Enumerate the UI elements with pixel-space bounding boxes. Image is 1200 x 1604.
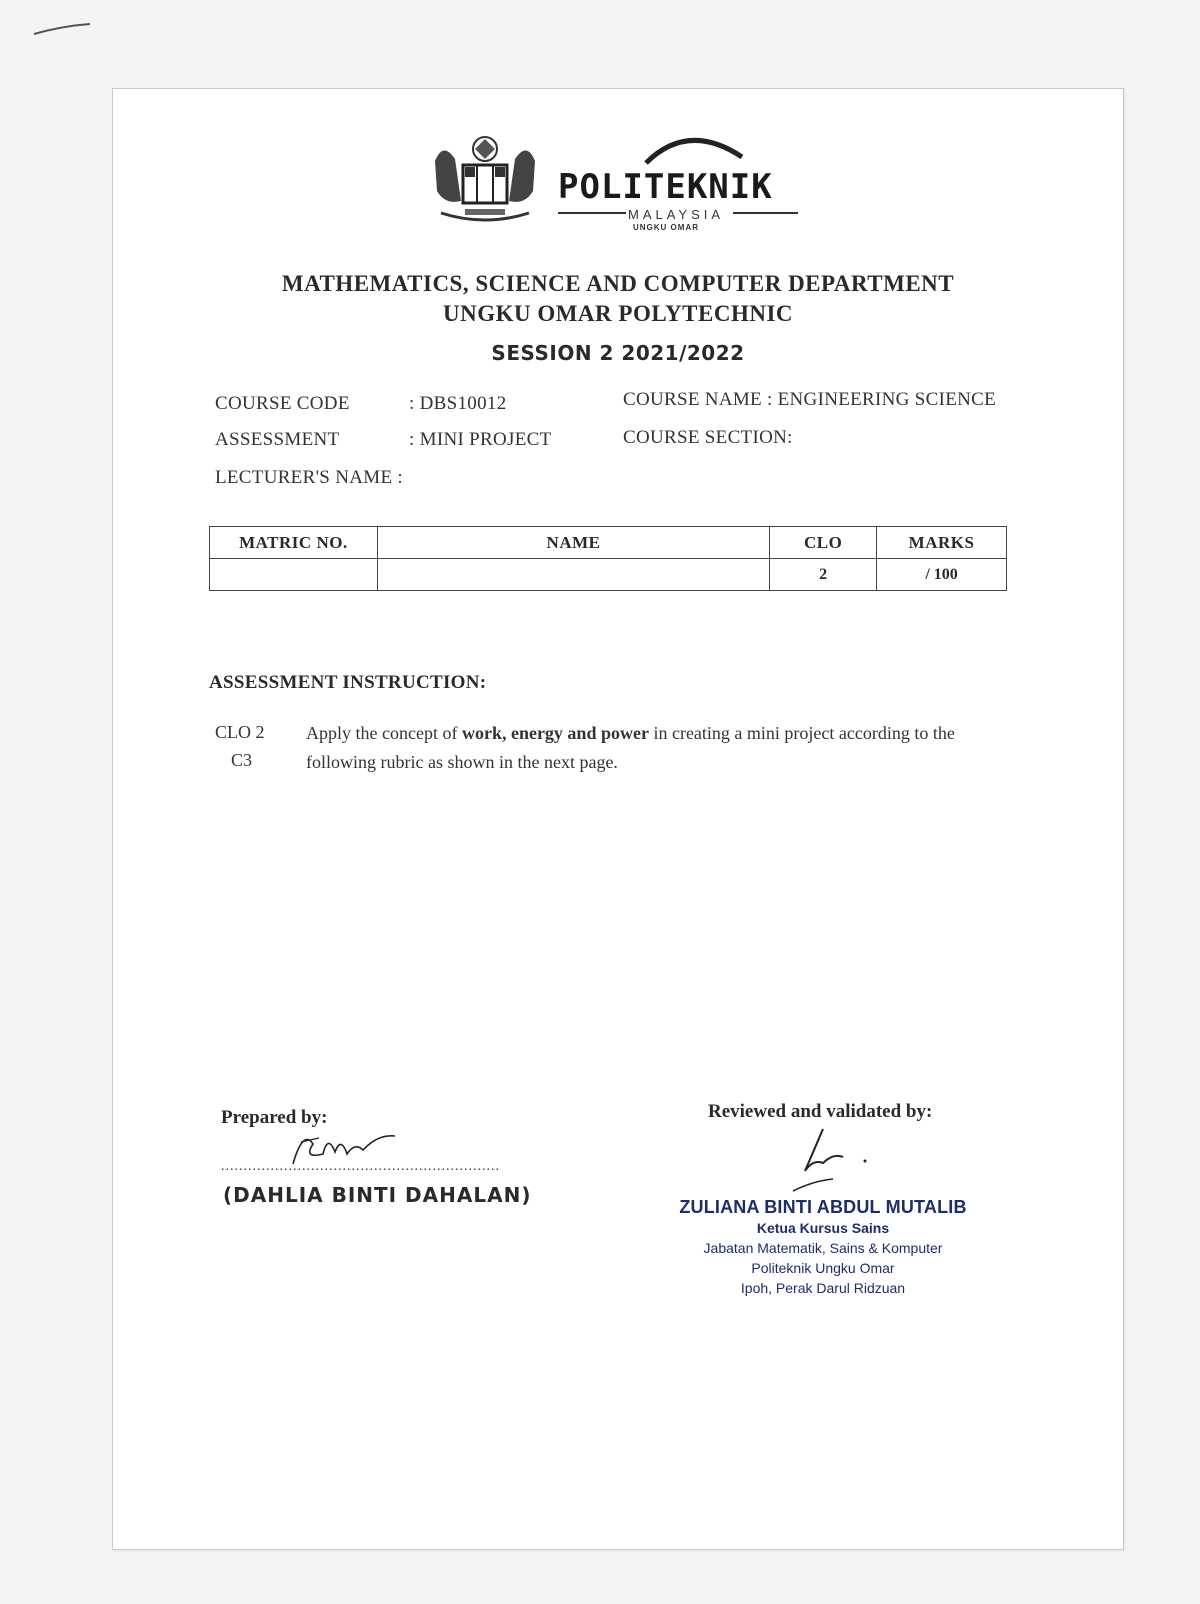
signature-line: .............................................................. (221, 1159, 500, 1174)
logo-wordmark: POLITEKNIK (558, 167, 773, 207)
preparer-name: (DAHLIA BINTI DAHALAN) (223, 1183, 532, 1207)
reviewed-by-label: Reviewed and validated by: (708, 1101, 933, 1122)
table-header-row (210, 527, 1007, 559)
course-name-label: COURSE NAME : ENGINEERING SCIENCE (623, 389, 997, 410)
header-marks: MARKS (877, 527, 1007, 559)
department-title: MATHEMATICS, SCIENCE AND COMPUTER DEPARTMENT (281, 271, 955, 296)
stamp-address: Ipoh, Perak Darul Ridzuan (740, 1280, 906, 1296)
header-matric-no: MATRIC NO. (210, 527, 378, 559)
table-row (210, 559, 1007, 591)
matric-no-cell (210, 559, 378, 591)
course-code-value: : DBS10012 (409, 393, 507, 414)
logo-country: MALAYSIA (628, 207, 725, 222)
clo-code: CLO 2 (215, 722, 265, 742)
official-stamp (673, 1197, 973, 1298)
logo-arc-icon (638, 127, 748, 167)
clo-cell: 2 (770, 559, 877, 591)
document-page (112, 88, 1124, 1550)
marks-table (209, 526, 1007, 591)
stamp-institution: Politeknik Ungku Omar (751, 1260, 895, 1276)
instruction-text-bold: work, energy and power (461, 723, 649, 743)
logo-campus: UNGKU OMAR (633, 223, 699, 232)
stamp-position: Ketua Kursus Sains (756, 1220, 890, 1236)
prepared-by-label: Prepared by: (221, 1107, 328, 1128)
instruction-text-start: Apply the concept of (306, 723, 462, 743)
header-name: NAME (377, 527, 769, 559)
course-section-label: COURSE SECTION: (623, 427, 793, 448)
politeknik-logo (558, 127, 798, 237)
assessment-label: ASSESSMENT (215, 429, 340, 450)
scan-mark (32, 22, 92, 36)
lecturer-name-label: LECTURER'S NAME : (215, 467, 403, 488)
instruction-title: ASSESSMENT INSTRUCTION: (209, 672, 487, 693)
stamp-name: ZULIANA BINTI ABDUL MUTALIB (679, 1197, 967, 1217)
stamp-department: Jabatan Matematik, Sains & Komputer (703, 1240, 943, 1256)
instruction-text-end: in creating a mini project according to the following rubric as shown in the next page. (306, 723, 955, 772)
instruction-text (306, 719, 1006, 777)
session-title: SESSION 2 2021/2022 (491, 341, 745, 365)
reviewer-signature (783, 1119, 873, 1194)
clo-level: C3 (231, 750, 253, 770)
assessment-value: : MINI PROJECT (409, 429, 552, 450)
coat-of-arms-icon (425, 131, 545, 231)
course-code-label: COURSE CODE (215, 393, 350, 414)
marks-cell: / 100 (877, 559, 1007, 591)
name-cell (377, 559, 769, 591)
header-clo: CLO (770, 527, 877, 559)
polytechnic-title: UNGKU OMAR POLYTECHNIC (442, 301, 794, 326)
